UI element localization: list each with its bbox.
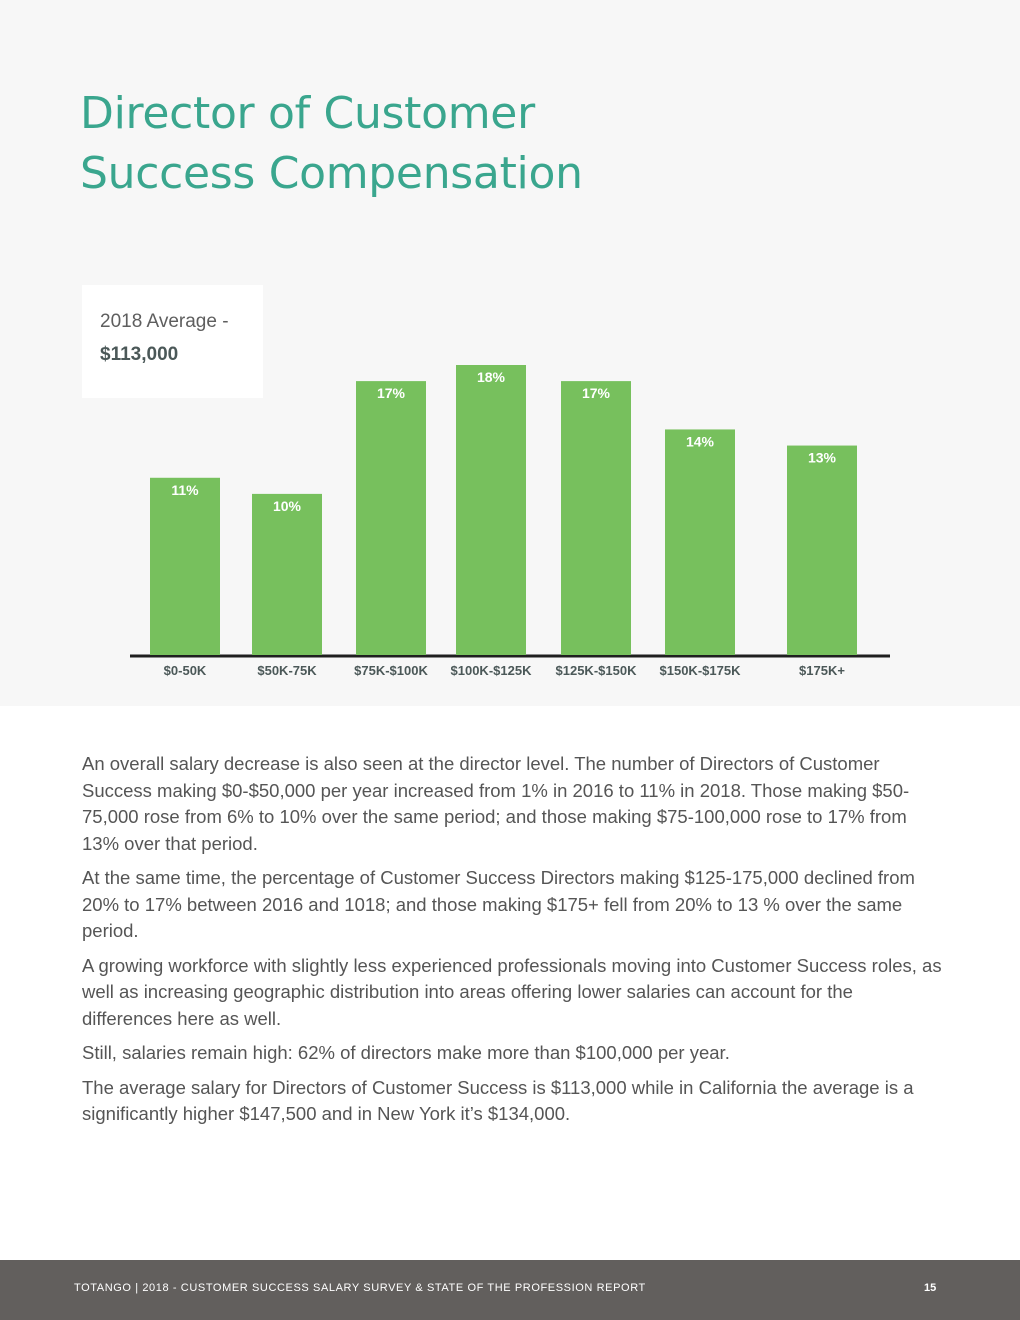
category-label: $175K+	[799, 663, 845, 678]
bar-value-label: 14%	[685, 433, 715, 450]
bar-value-label: 13%	[807, 449, 837, 466]
category-label: $0-50K	[163, 663, 207, 678]
bar-5	[665, 429, 735, 655]
bar-1	[252, 494, 322, 655]
page-title-line-1: Director of Customer	[80, 88, 535, 139]
category-label: $50K-75K	[257, 663, 317, 678]
bar-3	[456, 365, 526, 655]
footer	[0, 1260, 1020, 1320]
bar-value-label: 11%	[171, 481, 199, 498]
body-paragraph: Still, salaries remain high: 62% of directors make more than $100,000 per year.	[82, 1042, 730, 1063]
footer-text: TOTANGO | 2018 - CUSTOMER SUCCESS SALARY SURVEY & STATE OF THE PROFESSION REPORT	[74, 1282, 646, 1294]
page-title-line-2: Success Compensation	[80, 148, 583, 199]
category-label: $100K-$125K	[450, 663, 532, 678]
bar-6	[787, 446, 857, 655]
body-text	[82, 751, 942, 1136]
body-paragraph: The average salary for Directors of Customer Success is $113,000 while in California the average is a significantly higher $147,500 and in New York it’s $134,000.	[82, 1076, 914, 1124]
bar-4	[561, 381, 631, 655]
bar-2	[356, 381, 426, 655]
body-paragraph: At the same time, the percentage of Customer Success Directors making $125-175,000 declined from 20% to 17% between 2016 and 1018; and those making $175+ fell from 20% to 13 % over the same period.	[82, 867, 915, 941]
bar-value-label: 10%	[272, 497, 302, 514]
bar-0	[150, 478, 220, 655]
category-label: $150K-$175K	[659, 663, 741, 678]
bar-value-label: 17%	[376, 385, 406, 402]
page-number: 15	[924, 1282, 937, 1294]
body-paragraph: An overall salary decrease is also seen at the director level. The number of Directors of Customer Success making $0-$50,000 per year increased from 1% in 2016 to 11% in 2018. Those making $50-75,000 rose from 6% to 10% over the same period; and those making $75-100,000 rose to 17% from 13% over that period.	[82, 753, 910, 854]
average-salary-value: $113,000	[100, 344, 179, 365]
body-paragraph: A growing workforce with slightly less experienced professionals moving into Customer Success roles, as well as increasing geographic distribution into areas offering lower salaries can account for the differences here as well.	[82, 954, 942, 1029]
bar-value-label: 17%	[581, 385, 611, 402]
average-salary-box	[82, 285, 263, 398]
category-label: $125K-$150K	[555, 663, 637, 678]
bar-value-label: 18%	[476, 369, 506, 385]
category-label: $75K-$100K	[354, 663, 428, 678]
average-salary-label: 2018 Average -	[100, 311, 229, 332]
